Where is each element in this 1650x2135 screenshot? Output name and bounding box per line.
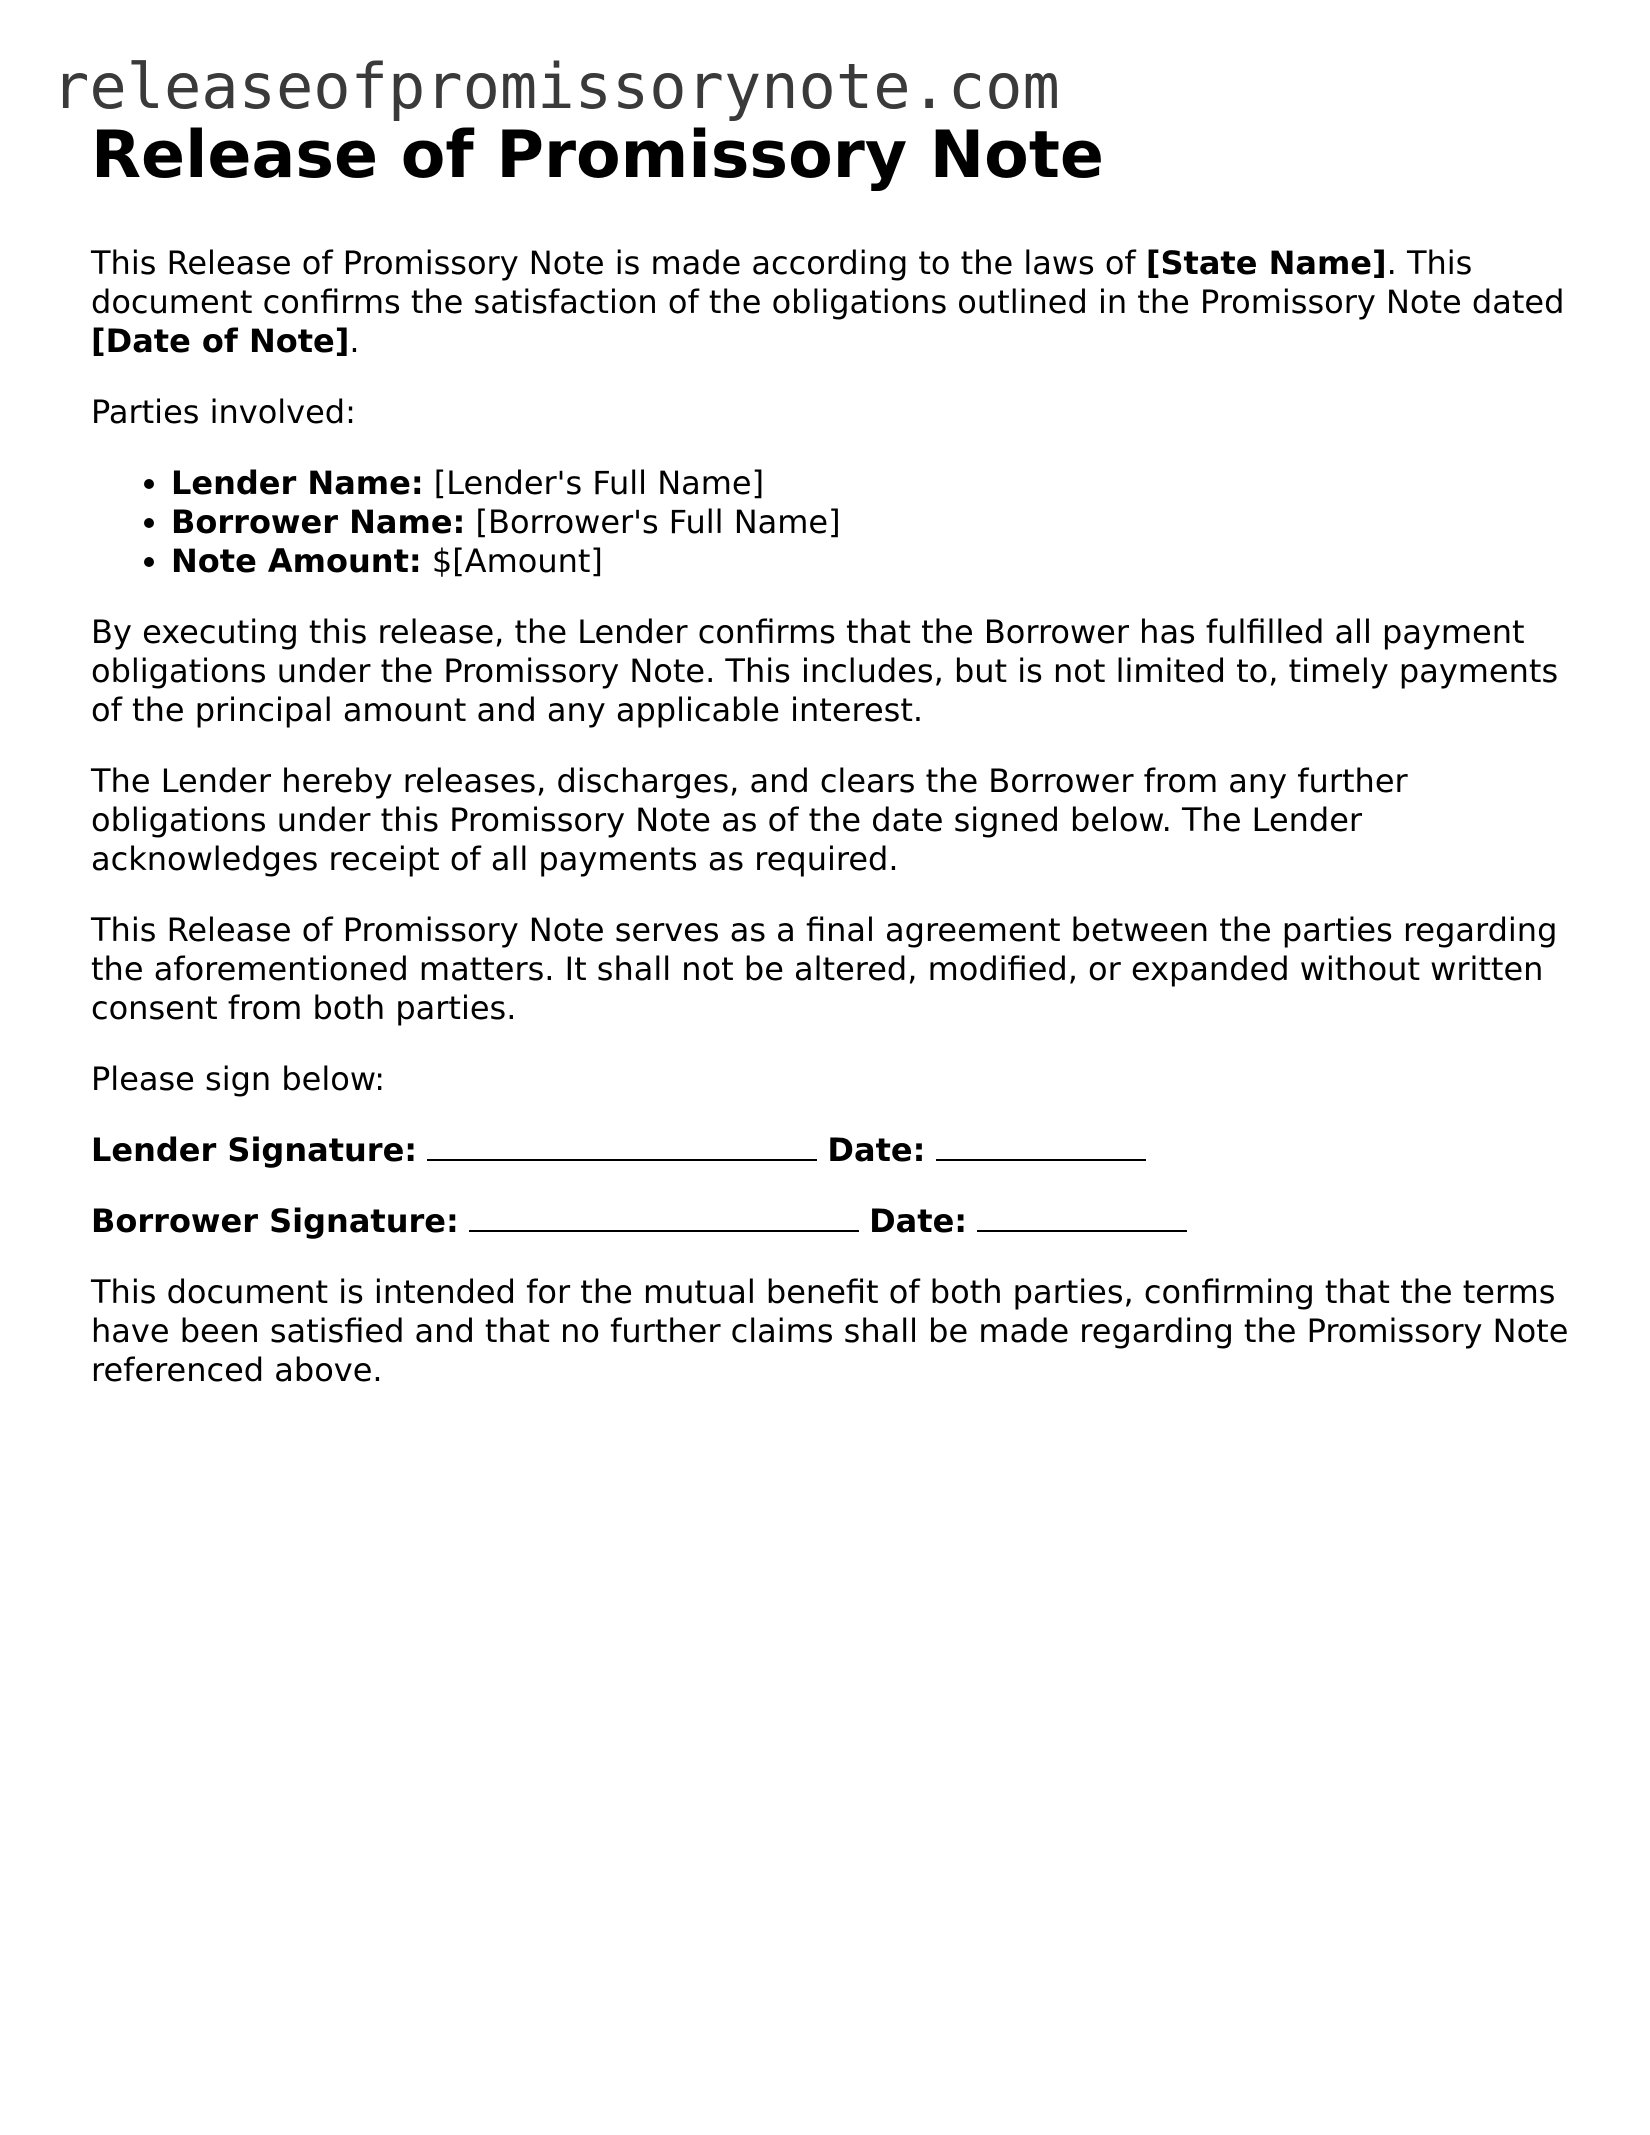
borrower-name-label: Borrower Name: <box>171 503 466 541</box>
date-placeholder: [Date of Note] <box>91 322 350 360</box>
sign-prompt: Please sign below: <box>91 1060 386 1098</box>
intro-text-2: . This document confirms the satisfaction of the obligations outlined in the Promissory Note dated <box>91 244 1565 321</box>
release-paragraph: The Lender hereby releases, discharges, and clears the Borrower from any further obligations under this Promissory Note as of the date signed below. The Lender acknowledges receipt of all payments as required. <box>91 762 1408 878</box>
lender-date-label: Date: <box>827 1131 926 1169</box>
parties-list <box>91 464 1571 581</box>
borrower-signature-line <box>91 1202 1571 1241</box>
lender-date-field[interactable] <box>936 1133 1146 1161</box>
lender-signature-label: Lender Signature: <box>91 1131 418 1169</box>
intro-paragraph <box>91 244 1571 361</box>
fulfillment-paragraph: By executing this release, the Lender confirms that the Borrower has fulfilled all payment obligations under the Promissory Note. This includes, but is not limited to, timely payments of the principal amount and any applicable interest. <box>91 613 1559 729</box>
borrower-date-label: Date: <box>869 1202 968 1240</box>
state-placeholder: [State Name] <box>1145 244 1387 282</box>
document-body <box>91 112 1571 1422</box>
closing-paragraph: This document is intended for the mutual benefit of both parties, confirming that the terms have been satisfied and that no further claims shall be made regarding the Promissory Note referenced above. <box>91 1273 1569 1389</box>
borrower-name-value: [Borrower's Full Name] <box>465 503 841 541</box>
borrower-date-field[interactable] <box>977 1204 1187 1232</box>
list-item <box>171 464 1571 503</box>
lender-name-value: [Lender's Full Name] <box>423 464 765 502</box>
list-item <box>171 503 1571 542</box>
borrower-signature-field[interactable] <box>469 1204 859 1232</box>
lender-signature-line <box>91 1131 1571 1170</box>
list-item <box>171 542 1571 581</box>
intro-text-3: . <box>349 322 360 360</box>
note-amount-value: $[Amount] <box>421 542 603 580</box>
intro-text-1: This Release of Promissory Note is made according to the laws of <box>91 244 1146 282</box>
final-agreement-paragraph: This Release of Promissory Note serves as a final agreement between the parties regarding the aforementioned matters. It shall not be altered, modified, or expanded without written consent from both parties. <box>91 911 1558 1027</box>
parties-heading: Parties involved: <box>91 393 356 431</box>
watermark-text: releaseofpromissorynote.com <box>52 50 1060 123</box>
document-title: Release of Promissory Note <box>91 118 1104 193</box>
lender-signature-field[interactable] <box>427 1133 817 1161</box>
lender-name-label: Lender Name: <box>171 464 424 502</box>
borrower-signature-label: Borrower Signature: <box>91 1202 459 1240</box>
note-amount-label: Note Amount: <box>171 542 422 580</box>
